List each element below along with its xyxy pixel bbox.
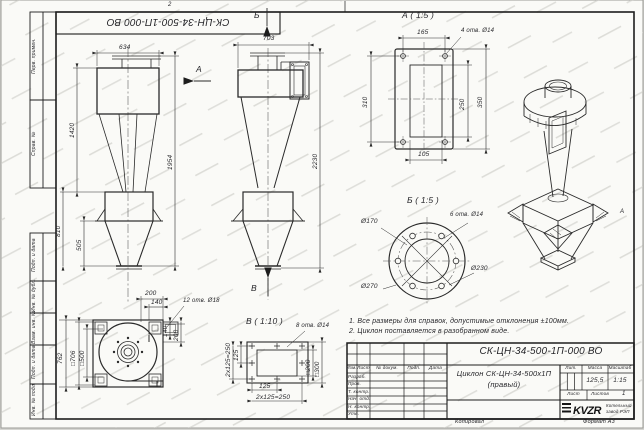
col-doc: № докум.	[376, 365, 398, 370]
note-4-holes-d14: 4 отв. Ø14	[461, 28, 495, 34]
note-8-holes-d14: 8 отв. Ø14	[296, 323, 330, 329]
scale-label: Масштаб	[608, 365, 632, 370]
company-name-line2: завод РЭП	[606, 409, 630, 414]
note-line-1: 1. Все размеры для справок, допустимые отклонения ±100мм.	[349, 318, 570, 325]
dim-140-top: 140	[151, 299, 163, 306]
dim-d170: Ø170	[361, 218, 378, 225]
zone-letter-right: А	[620, 209, 625, 215]
title-name-line2: (правый)	[487, 380, 521, 389]
view-arrow-label-a: А	[196, 64, 202, 74]
mass-label: Масса	[587, 365, 603, 370]
lit-label: Лит.	[565, 365, 577, 370]
title-name-line1: Циклон СК-ЦН-34-500х1П	[456, 369, 552, 378]
col-izm: Изм.	[346, 365, 357, 370]
sidebar-label-inv-podl: Инв. № подл.	[31, 382, 37, 416]
dim-703: 703	[263, 35, 275, 42]
sheets-value: 1	[622, 391, 626, 397]
dim-505: 505	[76, 239, 83, 251]
view-b-title: Б ( 1:5 )	[407, 195, 439, 205]
dim-1420: 1420	[69, 122, 76, 138]
sheets-label: Листов	[591, 391, 609, 396]
dim-d270: Ø270	[361, 283, 378, 290]
col-date: Дата	[429, 365, 442, 370]
sidebar-label-sprav: Справ. №	[31, 131, 37, 156]
view-a-title: А ( 1:5 )	[402, 10, 435, 20]
sidebar-label-vzam-inv: Взам. инв. №	[31, 310, 37, 344]
view-arrow-label-b: Б	[254, 10, 260, 20]
view-arrow-label-v: В	[251, 283, 257, 293]
title-designation: СК-ЦН-34-500-1П-000 ВО	[479, 346, 603, 357]
top-designation-stamp: СК-ЦН-34-500-1П-000 ВО	[106, 16, 230, 27]
sidebar-label-inv-dubl: Инв. № дубл.	[31, 278, 37, 312]
dim-250-bottom: 2х125=250	[256, 394, 291, 401]
company-name-line1: Котельный	[606, 403, 632, 408]
dim-d230: Ø230	[471, 265, 488, 272]
dim-250: 250	[459, 98, 466, 110]
col-list: Лист	[357, 365, 370, 370]
scale-value: 1:15	[613, 377, 627, 384]
note-12-holes-d18: 12 отв. Ø18	[183, 298, 220, 304]
dim-310: 310	[362, 96, 369, 108]
dim-1954: 1954	[167, 154, 174, 170]
sidebar-label-perv-primen: Перв. примен.	[31, 38, 37, 74]
dim-762: 762	[57, 352, 64, 364]
mass-value: 125,5	[586, 377, 604, 384]
company-logo	[562, 403, 601, 417]
dim-105: 105	[418, 151, 430, 158]
sidebar-label-podp-data-1: Подп. и дата	[31, 238, 37, 272]
logo-text: KVZR	[573, 405, 601, 417]
note-6-holes-d14: 6 отв. Ø14	[450, 212, 484, 218]
dim-200-right: 200	[173, 329, 180, 341]
dim-sq300: □300	[314, 361, 321, 377]
dim-125-bottom: 125	[259, 383, 271, 390]
dim-sq500: □500	[79, 350, 86, 366]
dim-165: 165	[417, 29, 429, 36]
dim-140-right: 140	[162, 325, 169, 337]
col-sign: Подп.	[407, 365, 421, 370]
logo-bars-icon	[562, 403, 571, 414]
dim-sq200: □200	[305, 359, 312, 375]
row-n-kontr: Н. контр.	[348, 403, 371, 409]
dim-634: 634	[119, 44, 131, 51]
copied-label: Копировал	[455, 419, 485, 425]
view-v-title: В ( 1:10 )	[246, 316, 283, 326]
row-razrab: Разраб.	[348, 373, 367, 379]
format-label: Формат А3	[583, 419, 615, 425]
dim-125-left: 125	[233, 349, 240, 361]
row-utv: Утв.	[348, 411, 360, 416]
dim-200-top: 200	[145, 290, 157, 297]
dim-sq706: □706	[70, 350, 77, 366]
row-prov: Пров.	[348, 381, 362, 386]
sidebar-label-podp-data-2: Подп. и дата	[31, 345, 37, 379]
row-nach-otd: Нач. отд.	[348, 396, 371, 401]
row-t-kontr: Т. контр.	[348, 388, 370, 394]
dim-350: 350	[477, 96, 484, 108]
dim-2230: 2230	[312, 153, 319, 169]
note-line-2: 2. Циклон поставляется в разобранном виде.	[349, 328, 510, 335]
dim-810: 810	[55, 225, 62, 237]
sheet-label: Лист	[567, 391, 580, 396]
dim-250-left: 2х125=250	[225, 342, 232, 377]
zone-number-top: 2	[168, 2, 172, 8]
